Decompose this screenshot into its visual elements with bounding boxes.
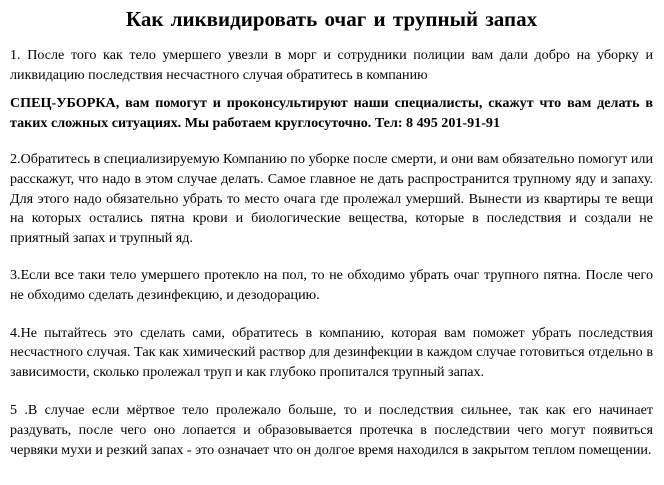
company-contact-paragraph: СПЕЦ-УБОРКА, вам помогут и проконсультируют наши специалисты, скажут что вам делать в таких сложных ситуациях. Мы работаем круглосуточно. Тел: 8 495 201-91-91	[10, 95, 653, 131]
paragraph-4: 4.Не пытайтесь это сделать сами, обратитесь в компанию, которая вам поможет убрать последствия несчастного случая. Так как химический раствор для дезинфекции в каждом случае готовиться отдельно в зависимости, сколько пролежал труп и как глубоко пропитался трупный запах.	[10, 324, 653, 380]
paragraph-2: 2.Обратитесь в специализируемую Компанию по уборке после смерти, и они вам обязательно помогут или расскажут, что надо в этом случае делать. Самое главное не дать распространится трупному яду и запаху. Для этого надо обязательно убрать то место очага где пролежал умерший. Вынести из квартиры те вещи на которых остались пятна крови и биологические вещества, которые в последствия и создали не приятный запах и трупный яд.	[10, 151, 653, 246]
paragraph-5: 5 .В случае если мёртвое тело пролежало больше, то и последствия сильнее, так как его начинает раздувать, после чего оно лопается и образовывается протечка в последствии чего могут появиться червяки мухи и резкий запах - это означает что он долгое время находился в закрытом теплом помещении.	[10, 402, 653, 458]
paragraph-1: 1. После того как тело умершего увезли в морг и сотрудники полиции вам дали добро на уборку и ликвидацию последствия несчастного случая обратитесь в компанию	[10, 47, 653, 83]
paragraph-3: 3.Если все таки тело умершего протекло на пол, то не обходимо убрать очаг трупного пятна. После чего не обходимо сделать дезинфекцию, и дезодорацию.	[10, 267, 653, 303]
document-title: Как ликвидировать очаг и трупный запах	[125, 7, 538, 31]
